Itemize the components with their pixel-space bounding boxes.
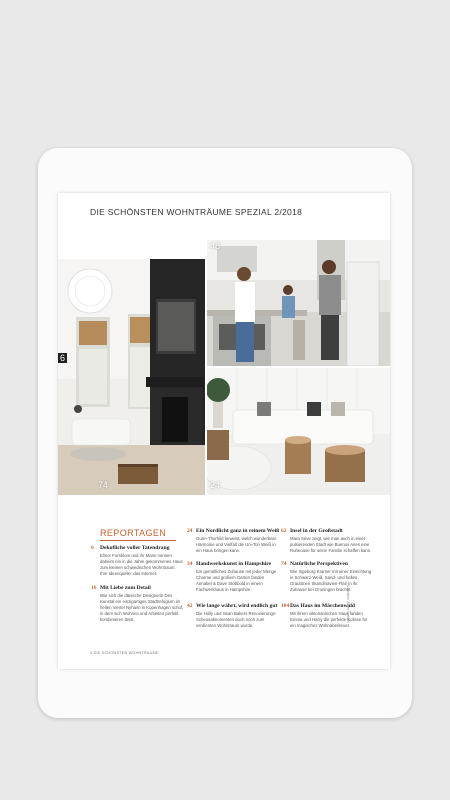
- toc-entry-description: Elinor Forsblom und ihr Mann nennen daheim ein in die Jahre gekommenes Haus zum kleinen schwedischen Wohntraum. Ihre Ideenquelle: das Internet.: [100, 553, 183, 576]
- toc-entry-title: Natürliche Perspektiven: [290, 561, 348, 567]
- toc-entry-description: Mara Séve zeigt, wie man auch in einer pulsierenden Stadt wie Buenos Aires eine Ruheoase für seine Familie schaffen kann.: [290, 536, 372, 553]
- toc-entry-description: Wie Ingeborg Kramer mit einer Einrichtung in Schwarz-Weiß, Sand- und hellen Grautönen Skandinavien-Flair in ihr Zuhause bei Groningen brachte.: [290, 569, 372, 592]
- toc-entry-number: 24: [187, 528, 193, 534]
- photo-living-room-fireplace: [58, 259, 205, 495]
- photo-white-living-room: [207, 368, 390, 495]
- side-credit: Coverfoto: Albert Nielsen: [346, 585, 350, 623]
- side-marker: 6: [60, 353, 66, 363]
- toc-entry-description: Ein gemütliches Zuhause mit jeder Menge Charme und großem Garten fanden Annabel & Dave Stobbold in einem Fachwerkhaus in Hampshire.: [196, 569, 277, 592]
- toc-divider: [100, 540, 176, 541]
- magazine-page[interactable]: [58, 193, 390, 669]
- toc-entry[interactable]: [91, 585, 184, 623]
- toc-entry-number: 62: [281, 528, 287, 534]
- toc-entry-title: Dekofliche voller Tatendrang: [100, 545, 170, 551]
- page-footer: 4 DIE SCHÖNSTEN WOHNTRÄUME: [90, 651, 159, 655]
- toc-entry-number: 74: [281, 561, 287, 567]
- photo-number-48: 48: [210, 241, 221, 251]
- toc-entry[interactable]: [187, 603, 280, 629]
- toc-entry-number: 104: [281, 603, 290, 609]
- toc-entry-title: Handwerkskunst in Hampshire: [196, 561, 272, 567]
- toc-entry-title: Mit Liebe zum Detail: [100, 585, 151, 591]
- toc-entry-description: Gunn-Thorhild beweist, welch wunderbare Harmonie und Vielfalt die Uni-Ton Weiß in ein Haus bringen kann.: [196, 536, 277, 553]
- toc-entry[interactable]: [281, 603, 374, 629]
- toc-entry-description: Mit ihrem viktorianischen Haus fanden Emma und Harry die perfekte Kulisse für ein magisches Wohnabenteuer.: [290, 611, 368, 628]
- toc-entry[interactable]: [281, 561, 374, 593]
- toc-entry-description: Die Holly und Sean Bakers Renovierungs-Scheusalmomenten doch noch zum verdienten Wohntraum wurde.: [196, 611, 277, 628]
- photo-number-24: 24: [210, 480, 221, 490]
- toc-entry-number: 16: [91, 585, 97, 591]
- page-header: DIE SCHÖNSTEN WOHNTRÄUME SPEZIAL 2/2018: [90, 207, 303, 217]
- toc-entry[interactable]: [91, 545, 184, 577]
- toc-entry[interactable]: [187, 561, 280, 593]
- toc-entry[interactable]: [187, 528, 280, 554]
- toc-title: REPORTAGEN: [100, 528, 167, 538]
- toc-entry-title: Ein Nordlicht ganz in reinem Weiß: [196, 528, 280, 534]
- photo-kitchen-family: [207, 240, 390, 366]
- toc-entry[interactable]: [281, 528, 374, 554]
- toc-entry-title: Das Haus im Märchenwald: [290, 603, 356, 609]
- toc-entry-number: 6: [91, 545, 94, 551]
- toc-entry-title: Wie lange währt, wird endlich gut: [196, 603, 278, 609]
- toc-entry-title: Insel in der Großstadt: [290, 528, 343, 534]
- toc-entry-number: 34: [187, 561, 193, 567]
- photo-number-74: 74: [98, 480, 109, 490]
- toc-entry-number: 42: [187, 603, 193, 609]
- toc-entry-description: Wie sich die dänische Designerin Des Kunstal ein einzigartiges Stadtrefugium im hellen Viertel Nyhavn in Kopenhagen schuf, in dem sich Wohnen und Arbeiten perfekt kombinieren lässt.: [100, 593, 184, 622]
